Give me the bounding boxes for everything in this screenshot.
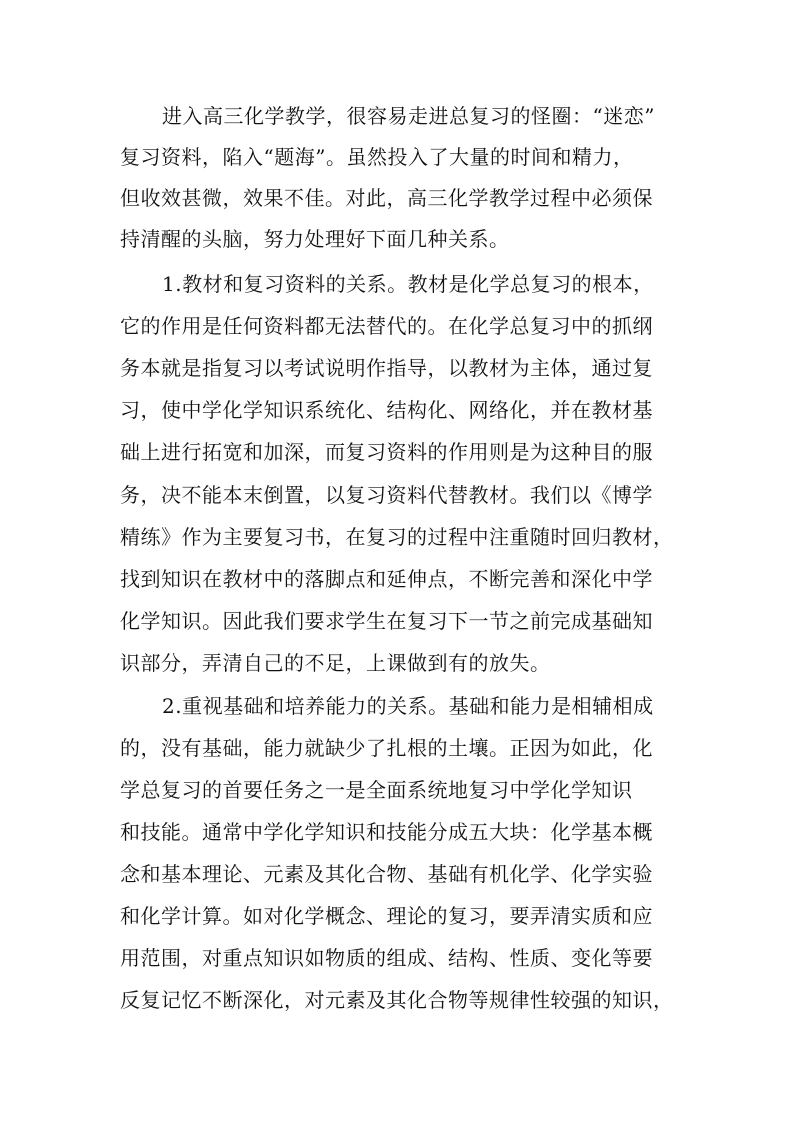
paragraph-line: 念和基本理论、元素及其化合物、基础有机化学、化学实验 bbox=[120, 862, 653, 886]
paragraph-line: 和技能。通常中学化学知识和技能分成五大块：化学基本概 bbox=[120, 820, 653, 844]
paragraph-line: 2.重视基础和培养能力的关系。基础和能力是相辅相成 bbox=[162, 694, 654, 718]
paragraph-line: 持清醒的头脑，努力处理好下面几种关系。 bbox=[120, 227, 510, 251]
paragraph-line: 和化学计算。如对化学概念、理论的复习，要弄清实质和应 bbox=[120, 904, 653, 928]
paragraph-line: 础上进行拓宽和加深，而复习资料的作用则是为这种目的服 bbox=[120, 440, 653, 464]
paragraph-line: 1.教材和复习资料的关系。教材是化学总复习的根本， bbox=[162, 272, 654, 296]
paragraph-line: 务，决不能本末倒置，以复习资料代替教材。我们以《博学 bbox=[120, 483, 653, 507]
paragraph-line: 找到知识在教材中的落脚点和延伸点，不断完善和深化中学 bbox=[120, 567, 653, 591]
paragraph-line: 它的作用是任何资料都无法替代的。在化学总复习中的抓纲 bbox=[120, 314, 653, 338]
paragraph-line: 用范围，对重点知识如物质的组成、结构、性质、变化等要 bbox=[120, 946, 653, 970]
paragraph-line: 习，使中学化学知识系统化、结构化、网络化，并在教材基 bbox=[120, 398, 653, 422]
paragraph-line: 但收效甚微，效果不佳。对此，高三化学教学过程中必须保 bbox=[120, 186, 653, 210]
paragraph-line: 进入高三化学教学，很容易走进总复习的怪圈：“迷恋” bbox=[162, 104, 655, 128]
paragraph-line: 化学知识。因此我们要求学生在复习下一节之前完成基础知 bbox=[120, 609, 653, 633]
paragraph-line: 复习资料，陷入“题海”。虽然投入了大量的时间和精力， bbox=[120, 145, 634, 169]
paragraph-line: 务本就是指复习以考试说明作指导，以教材为主体，通过复 bbox=[120, 356, 653, 380]
paragraph-line: 学总复习的首要任务之一是全面系统地复习中学化学知识 bbox=[120, 778, 633, 802]
paragraph-line: 精练》作为主要复习书，在复习的过程中注重随时回归教材， bbox=[120, 525, 674, 549]
paragraph-line: 的，没有基础，能力就缺少了扎根的土壤。正因为如此，化 bbox=[120, 736, 653, 760]
paragraph-line: 识部分，弄清自己的不足，上课做到有的放失。 bbox=[120, 651, 551, 675]
paragraph-line: 反复记忆不断深化，对元素及其化合物等规律性较强的知识， bbox=[120, 988, 674, 1012]
